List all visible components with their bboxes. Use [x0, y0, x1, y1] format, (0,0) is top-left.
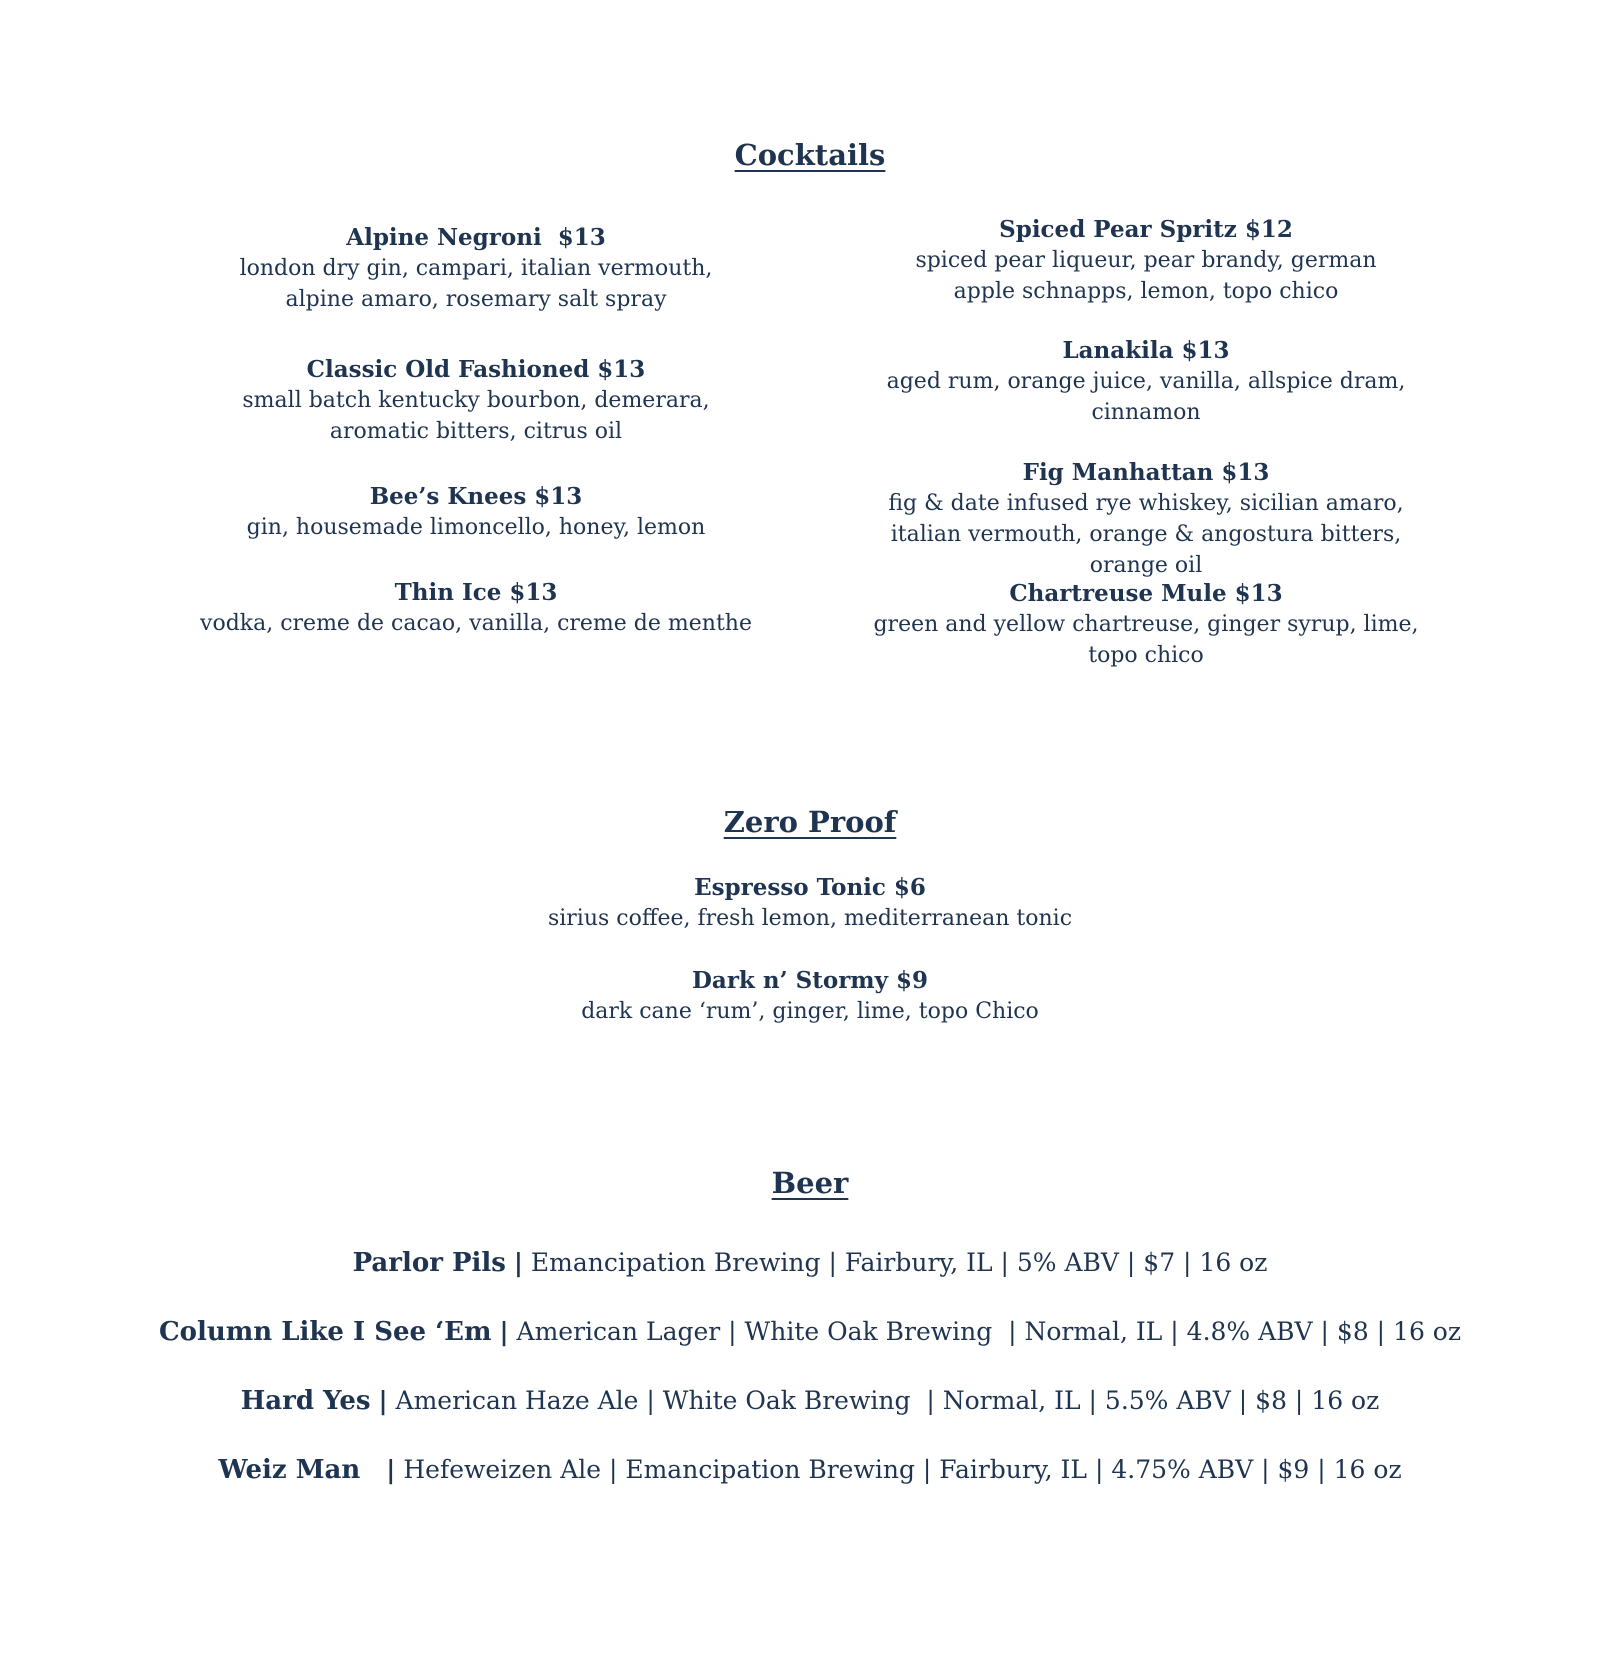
item-description: dark cane ‘rum’, ginger, lime, topo Chico [581, 999, 1039, 1024]
item-description: fig & date infused rye whiskey, sicilian amaro, italian vermouth, orange & angostura bitters, orange oil [888, 491, 1404, 578]
beer-separator: | [378, 1386, 388, 1415]
item-name: Alpine Negroni $13 [346, 224, 606, 251]
item-name: Thin Ice $13 [394, 579, 558, 606]
item-name: Fig Manhattan $13 [1022, 459, 1270, 486]
beer-separator: | [513, 1248, 523, 1277]
item-name: Bee’s Knees $13 [369, 483, 583, 510]
item-description: aged rum, orange juice, vanilla, allspice dram, cinnamon [886, 369, 1406, 425]
item-name: Chartreuse Mule $13 [1009, 580, 1283, 607]
menu-item-espresso-tonic [510, 872, 1110, 934]
beer-item-column-like-i-see-em [0, 1315, 1620, 1349]
beer-name: Hard Yes [240, 1386, 371, 1416]
item-description: gin, housemade limoncello, honey, lemon [246, 515, 706, 540]
beer-details: Hefeweizen Ale | Emancipation Brewing | Fairbury, IL | 4.75% ABV | $9 | 16 oz [403, 1455, 1402, 1484]
beer-item-weiz-man [0, 1453, 1620, 1487]
item-description: sirius coffee, fresh lemon, mediterranean tonic [547, 906, 1073, 931]
item-name: Dark n’ Stormy $9 [691, 967, 929, 994]
zero-proof-list [510, 0, 1110, 1100]
beer-item-parlor-pils [0, 1246, 1620, 1280]
item-name: Lanakila $13 [1062, 337, 1230, 364]
menu-item-dark-n-stormy [510, 965, 1110, 1027]
cocktails-title: Cocktails [734, 138, 886, 172]
item-name: Classic Old Fashioned $13 [306, 356, 646, 383]
item-description: green and yellow chartreuse, ginger syrup, lime, topo chico [873, 612, 1419, 668]
beer-title: Beer [771, 1166, 849, 1200]
beer-name: Column Like I See ‘Em [158, 1317, 492, 1347]
beer-separator: | [499, 1317, 509, 1346]
beer-details: American Lager | White Oak Brewing | Normal, IL | 4.8% ABV | $8 | 16 oz [516, 1317, 1462, 1346]
item-description: spiced pear liqueur, pear brandy, german apple schnapps, lemon, topo chico [915, 248, 1377, 304]
beer-name: Parlor Pils [352, 1248, 506, 1278]
item-name: Spiced Pear Spritz $12 [999, 216, 1293, 243]
zero-proof-title: Zero Proof [723, 805, 897, 839]
item-name: Espresso Tonic $6 [694, 874, 926, 901]
item-description: small batch kentucky bourbon, demerara, aromatic bitters, citrus oil [242, 388, 710, 444]
beer-name: Weiz Man [218, 1455, 379, 1485]
beer-details: Emancipation Brewing | Fairbury, IL | 5% ABV | $7 | 16 oz [530, 1248, 1268, 1277]
beer-item-hard-yes [0, 1384, 1620, 1418]
beer-details: American Haze Ale | White Oak Brewing | Normal, IL | 5.5% ABV | $8 | 16 oz [395, 1386, 1380, 1415]
item-description: vodka, creme de cacao, vanilla, creme de menthe [200, 611, 752, 636]
item-description: london dry gin, campari, italian vermouth, alpine amaro, rosemary salt spray [239, 256, 713, 312]
beer-separator: | [386, 1455, 396, 1484]
